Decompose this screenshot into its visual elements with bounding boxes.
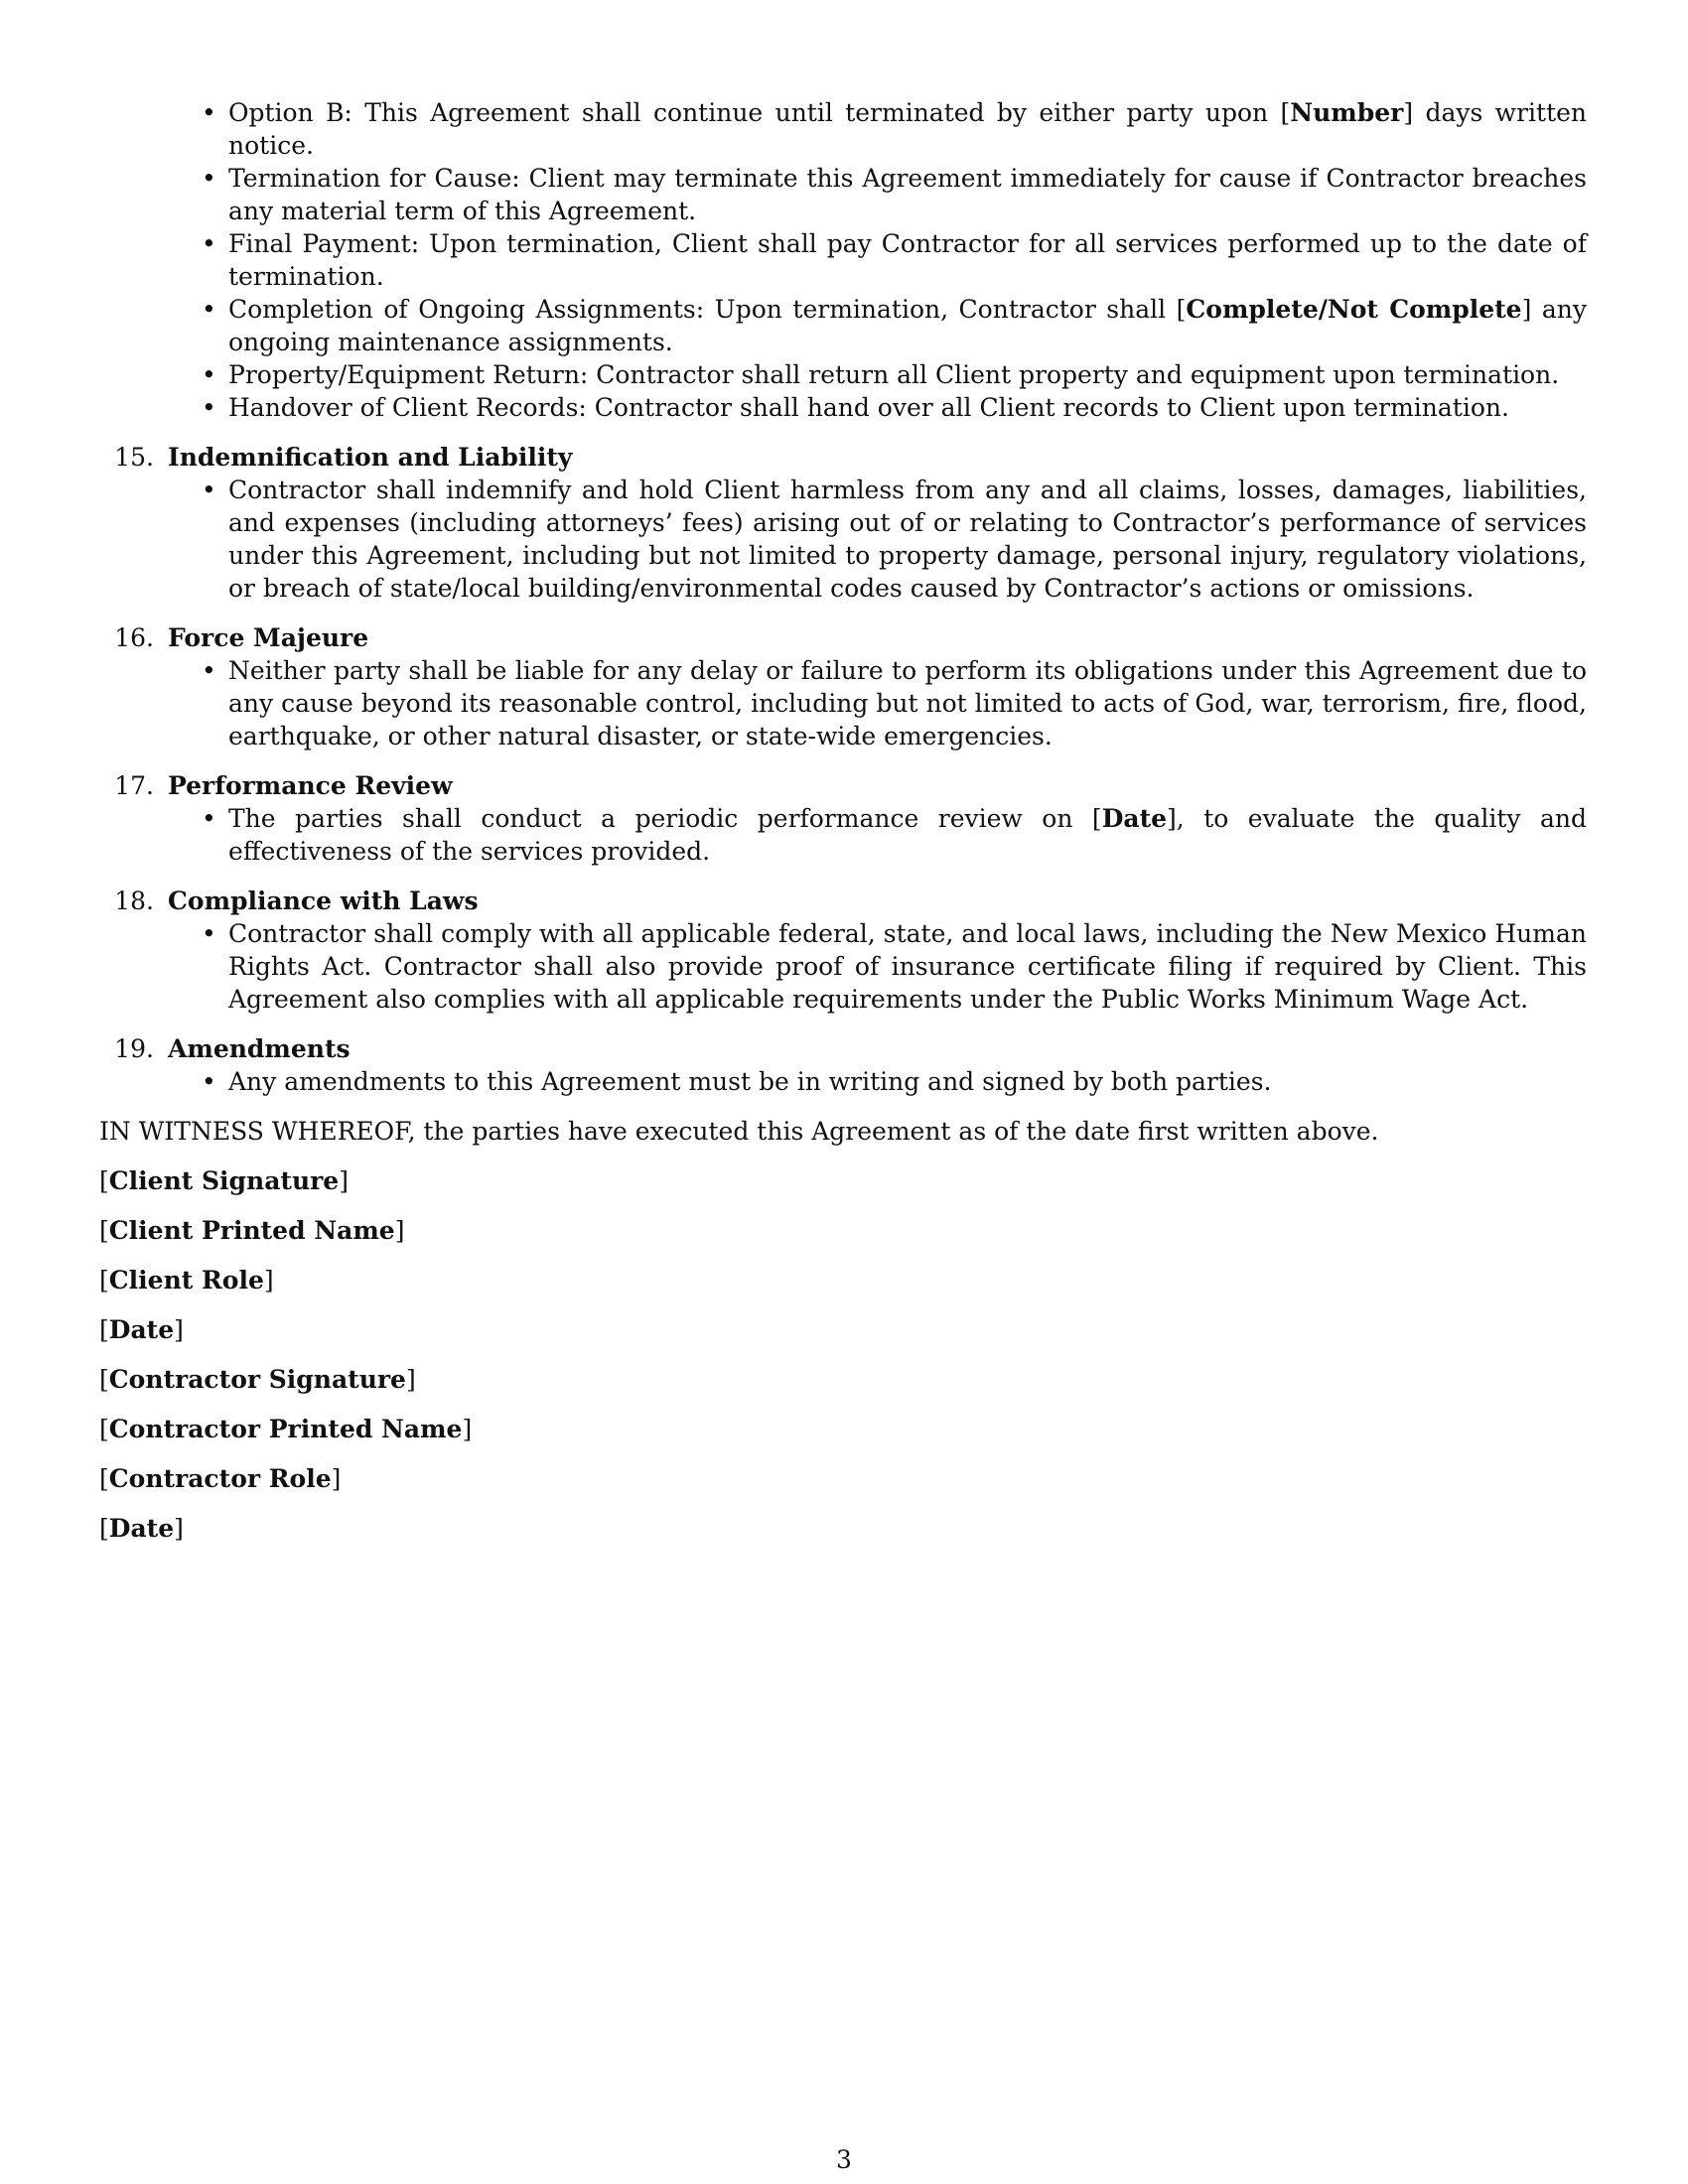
section-number: 17. xyxy=(114,771,154,800)
signature-field-client-printed-name: [Client Printed Name] xyxy=(99,1216,405,1245)
section-title: Force Majeure xyxy=(168,623,369,652)
section-title: Compliance with Laws xyxy=(168,887,479,915)
bullet-item: • The parties shall conduct a periodic performance review on [Date], to evaluate the quality and effectiveness of the services provided. xyxy=(228,802,1587,868)
section-heading xyxy=(99,1032,1587,1065)
bullet-item: • Neither party shall be liable for any delay or failure to perform its obligations under this Agreement due to any cause beyond its reasonable control, including but not limited to acts of God, war, terrorism, fire, flood, earthquake, or other natural disaster, or state-wide emergencies. xyxy=(228,654,1587,752)
signature-field-client-role: [Client Role] xyxy=(99,1266,274,1295)
signature-field-contractor-printed-name: [Contractor Printed Name] xyxy=(99,1415,473,1443)
bullet-item: • Any amendments to this Agreement must be in writing and signed by both parties. xyxy=(228,1065,1587,1098)
section-bullet-list xyxy=(99,917,1587,1016)
section-number: 15. xyxy=(114,443,154,472)
bullet-item: • Handover of Client Records: Contractor shall hand over all Client records to Client upon termination. xyxy=(228,391,1587,424)
page-number: 3 xyxy=(836,2145,852,2174)
section-heading xyxy=(99,621,1587,654)
section-indemnification xyxy=(99,441,1587,605)
section-heading xyxy=(99,441,1587,474)
signature-field-contractor-date: [Date] xyxy=(99,1514,184,1543)
witness-statement: IN WITNESS WHEREOF, the parties have executed this Agreement as of the date first written above. xyxy=(99,1117,1379,1146)
bullet-item: • Contractor shall comply with all applicable federal, state, and local laws, including the New Mexico Human Rights Act. Contractor shall also provide proof of insurance certificate filing if required by Client. This Agreement also complies with all applicable requirements under the Public Works Minimum Wage Act. xyxy=(228,917,1587,1016)
section-bullet-list xyxy=(99,1065,1587,1098)
section-bullet-list xyxy=(99,802,1587,868)
bullet-item: • Completion of Ongoing Assignments: Upon termination, Contractor shall [Complete/Not Complete] any ongoing maintenance assignments. xyxy=(228,293,1587,358)
termination-bullet-list xyxy=(99,96,1587,424)
section-heading xyxy=(99,769,1587,802)
signature-field-contractor-role: [Contractor Role] xyxy=(99,1464,342,1493)
section-title: Amendments xyxy=(168,1034,351,1063)
bullet-item: • Termination for Cause: Client may terminate this Agreement immediately for cause if Contractor breaches any material term of this Agreement. xyxy=(228,162,1587,227)
section-performance-review xyxy=(99,769,1587,868)
section-bullet-list xyxy=(99,474,1587,605)
document-page xyxy=(99,96,1587,1545)
signature-field-client-signature: [Client Signature] xyxy=(99,1166,349,1195)
signature-field-contractor-signature: [Contractor Signature] xyxy=(99,1365,416,1394)
section-force-majeure xyxy=(99,621,1587,752)
section-amendments xyxy=(99,1032,1587,1098)
bullet-item: • Property/Equipment Return: Contractor shall return all Client property and equipment upon termination. xyxy=(228,358,1587,391)
bullet-item: • Final Payment: Upon termination, Client shall pay Contractor for all services performed up to the date of termination. xyxy=(228,227,1587,293)
section-title: Indemnification and Liability xyxy=(168,443,573,472)
bullet-item: • Option B: This Agreement shall continue until terminated by either party upon [Number] days written notice. xyxy=(228,96,1587,162)
section-number: 18. xyxy=(114,887,154,915)
section-heading xyxy=(99,885,1587,917)
bullet-item: • Contractor shall indemnify and hold Client harmless from any and all claims, losses, damages, liabilities, and expenses (including attorneys’ fees) arising out of or relating to Contractor’s performance of services under this Agreement, including but not limited to property damage, personal injury, regulatory violations, or breach of state/local building/environmental codes caused by Contractor’s actions or omissions. xyxy=(228,474,1587,605)
signature-field-client-date: [Date] xyxy=(99,1315,184,1344)
section-title: Performance Review xyxy=(168,771,453,800)
section-number: 19. xyxy=(114,1034,154,1063)
section-compliance xyxy=(99,885,1587,1016)
section-bullet-list xyxy=(99,654,1587,752)
section-number: 16. xyxy=(114,623,154,652)
